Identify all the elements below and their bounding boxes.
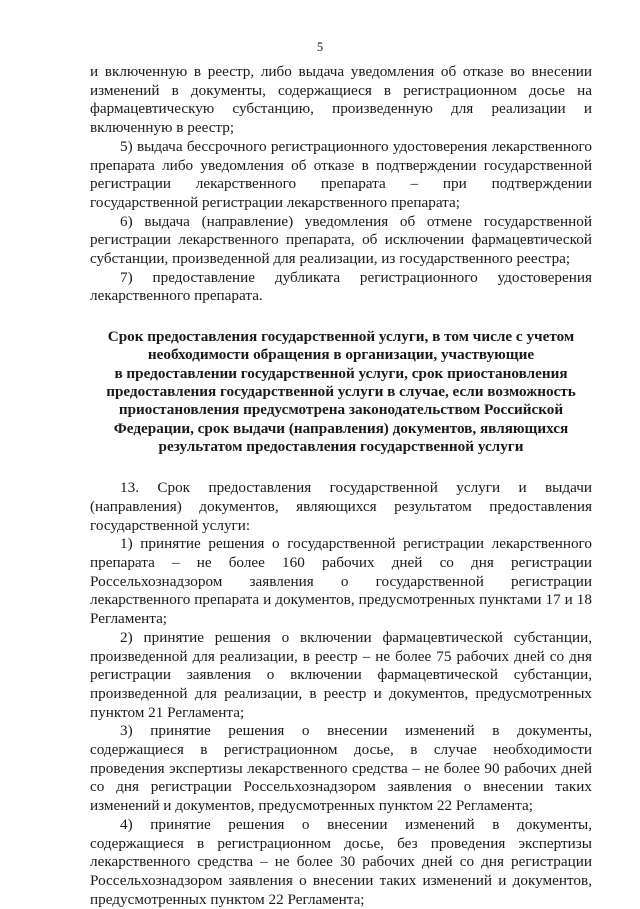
heading-line: необходимости обращения в организации, участвующие (147, 346, 535, 364)
paragraph: 6) выдача (направление) уведомления об отмене государственной регистрации лекарственного препарата, об исключении фармацевтической субстанции, произведенной для реализации, из государственного реестра; (90, 212, 592, 268)
paragraph: 4) принятие решения о внесении изменений в документы, содержащиеся в регистрационном досье, без проведения экспертизы лекарственного средства – не более 30 рабочих дней со дня регистрации Россельхознадзором заявления о внесении таких изменений и документов, предусмотренных пунктом 22 Регламента; (90, 815, 592, 908)
paragraph: 7) предоставление дубликата регистрационного удостоверения лекарственного препарата. (90, 268, 592, 305)
heading-line: Срок предоставления государственной услуги, в том числе с учетом (107, 328, 575, 346)
paragraph: 2) принятие решения о включении фармацевтической субстанции, произведенной для реализации, в реестр – не более 75 рабочих дней со дня регистрации заявления о включении фармацевтической субстанции, произведенной для реализации, в реестр и документов, предусмотренных пунктом 21 Регламента; (90, 628, 592, 721)
paragraph: 3) принятие решения о внесении изменений в документы, содержащиеся в регистрационном досье, в случае необходимости проведения экспертизы лекарственного средства – не более 90 рабочих дней со дня регистрации Россельхознадзором заявления о внесении таких изменений и документов, предусмотренных пунктом 22 Регламента; (90, 722, 592, 815)
paragraph: 5) выдача бессрочного регистрационного удостоверения лекарственного препарата либо уведомления об отказе в подтверждении государственной регистрации лекарственного препарата – при подтверждении государственной регистрации лекарственного препарата; (90, 137, 592, 211)
paragraph: 13. Срок предоставления государственной услуги и выдачи (направления) документов, являющихся результатом предоставления государственной услуги: (90, 479, 592, 534)
heading-line: в предоставлении государственной услуги, срок приостановления (114, 364, 568, 382)
paragraph: 1) принятие решения о государственной регистрации лекарственного препарата – не более 160 рабочих дней со дня регистрации Россельхознадзором заявления о государственной регистрации лекарственного препарата и документов, предусмотренных пунктами 17 и 18 Регламента; (90, 535, 592, 628)
paragraphs-after (90, 479, 592, 909)
heading-line: предоставления государственной услуги в случае, если возможность (106, 383, 576, 401)
document-body (90, 63, 592, 909)
section-heading (96, 328, 586, 456)
paragraphs-before (90, 63, 592, 306)
page-number: 5 (316, 40, 324, 54)
paragraph: и включенную в реестр, либо выдача уведомления об отказе во внесении изменений в документы, содержащиеся в регистрационном досье на фармацевтическую субстанцию, произведенную для реализации и включенную в реестр; (90, 63, 592, 137)
heading-line: Федерации, срок выдачи (направления) документов, являющихся (113, 419, 569, 437)
heading-line: результатом предоставления государственной услуги (158, 437, 524, 455)
heading-line: приостановления предусмотрена законодательством Российской (118, 401, 564, 419)
